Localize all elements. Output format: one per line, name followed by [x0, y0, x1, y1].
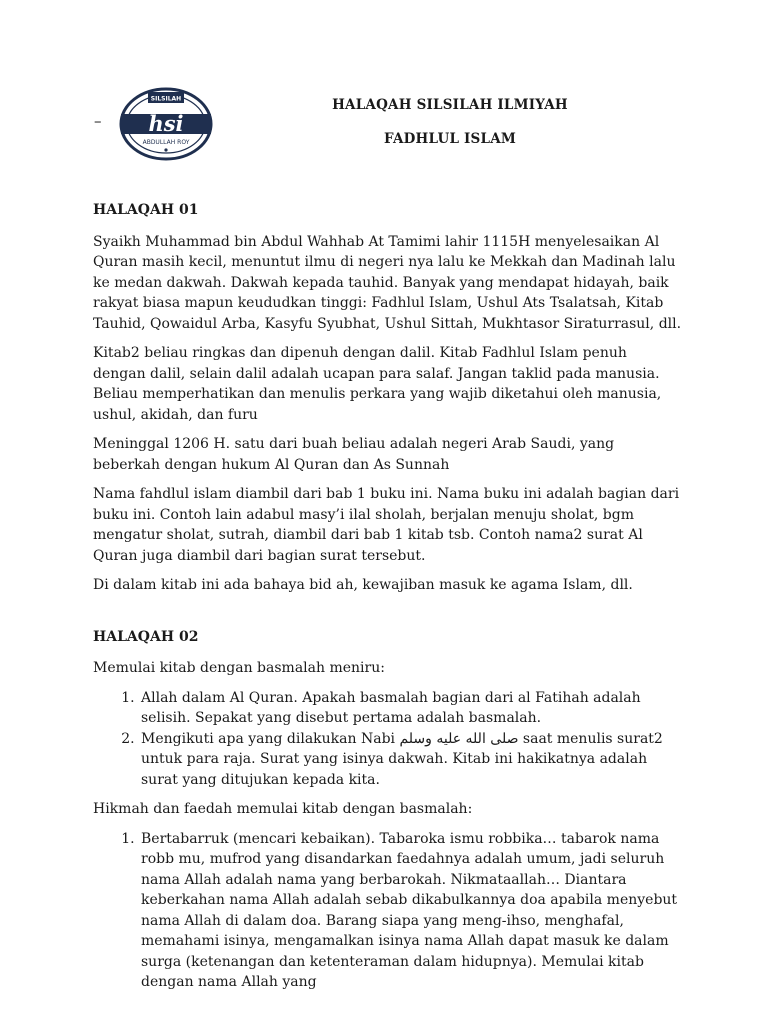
basmalah-list [93, 688, 683, 791]
header-dash: – [94, 112, 102, 130]
document-body [93, 200, 683, 1002]
title-line-1: HALAQAH SILSILAH ILMIYAH [332, 97, 568, 113]
list-item: 1. Allah dalam Al Quran. Apakah basmalah bagian dari al Fatihah adalah selisih. Sepakat yang disebut pertama adalah basmalah. [139, 688, 683, 729]
document-title [300, 88, 600, 156]
title-line-2: FADHLUL ISLAM [383, 131, 517, 147]
paragraph: Kitab2 beliau ringkas dan dipenuh dengan dalil. Kitab Fadhlul Islam penuh dengan dalil, selain dalil adalah ucapan para salaf. Jangan taklid pada manusia. Beliau memperhatikan dan menulis perkara yang wajib diketahui oleh manusia, ushul, akidah, dan furu [93, 345, 662, 423]
paragraph: Hikmah dan faedah memulai kitab dengan basmalah: [93, 801, 473, 817]
paragraph: Syaikh Muhammad bin Abdul Wahhab At Tamimi lahir 1115H menyelesaikan Al Quran masih kecil, menuntut ilmu di negeri nya lalu ke Mekkah dan Madinah lalu ke medan dakwah. Dakwah kepada tauhid. Banyak yang mendapat hidayah, baik rakyat biasa mapun keududkan tinggi: Fadhlul Islam, Ushul Ats Tsalatsah, Kitab Tauhid, Qowaidul Arba, Kasyfu Syubhat, Ushul Sittah, Mukhtasor Siraturrasul, dll. [93, 233, 682, 332]
paragraph: Memulai kitab dengan basmalah meniru: [93, 660, 385, 676]
logo-top-text: SILSILAH [150, 95, 182, 103]
paragraph: Di dalam kitab ini ada bahaya bid ah, kewajiban masuk ke agama Islam, dll. [93, 577, 633, 593]
hsi-logo-icon [118, 86, 214, 162]
logo-bottom-text: ABDULLAH ROY [142, 139, 190, 146]
list-item: 1. Bertabarruk (mencari kebaikan). Tabaroka ismu robbika… tabarok nama robb mu, mufrod yang disandarkan faedahnya adalah umum, jadi seluruh nama Allah adalah nama yang berbarokah. Nikmataallah… Diantara keberkahan nama Allah adalah sebab dikabulkannya doa apabila menyebut nama Allah di dalam doa. Barang siapa yang meng-ihso, menghafal, memahami isinya, mengamalkan isinya nama Allah dapat masuk ke dalam surga (ketenangan dan ketenteraman dalam hidupnya). Memulai kitab dengan nama Allah yang [139, 829, 683, 993]
paragraph: Meninggal 1206 H. satu dari buah beliau adalah negeri Arab Saudi, yang beberkah dengan hukum Al Quran dan As Sunnah [93, 436, 615, 473]
paragraph: Nama fahdlul islam diambil dari bab 1 buku ini. Nama buku ini adalah bagian dari buku ini. Contoh lain adabul masy’i ilal sholah, berjalan menuju sholat, bgm mengatur sholat, sutrah, diambil dari bab 1 kitab tsb. Contoh nama2 surat Al Quran juga diambil dari bagian surat tersebut. [93, 486, 680, 564]
halaqah-01-heading: HALAQAH 01 [93, 202, 199, 218]
list-item: 2. Mengikuti apa yang dilakukan Nabi صلى الله عليه وسلم saat menulis surat2 untuk para raja. Surat yang isinya dakwah. Kitab ini hakikatnya adalah surat yang ditujukan kepada kita. [139, 729, 683, 791]
logo-main-text: hsi [148, 111, 184, 136]
section-spacer [93, 605, 683, 627]
halaqah-02-heading: HALAQAH 02 [93, 628, 199, 645]
hikmah-list [93, 829, 683, 993]
